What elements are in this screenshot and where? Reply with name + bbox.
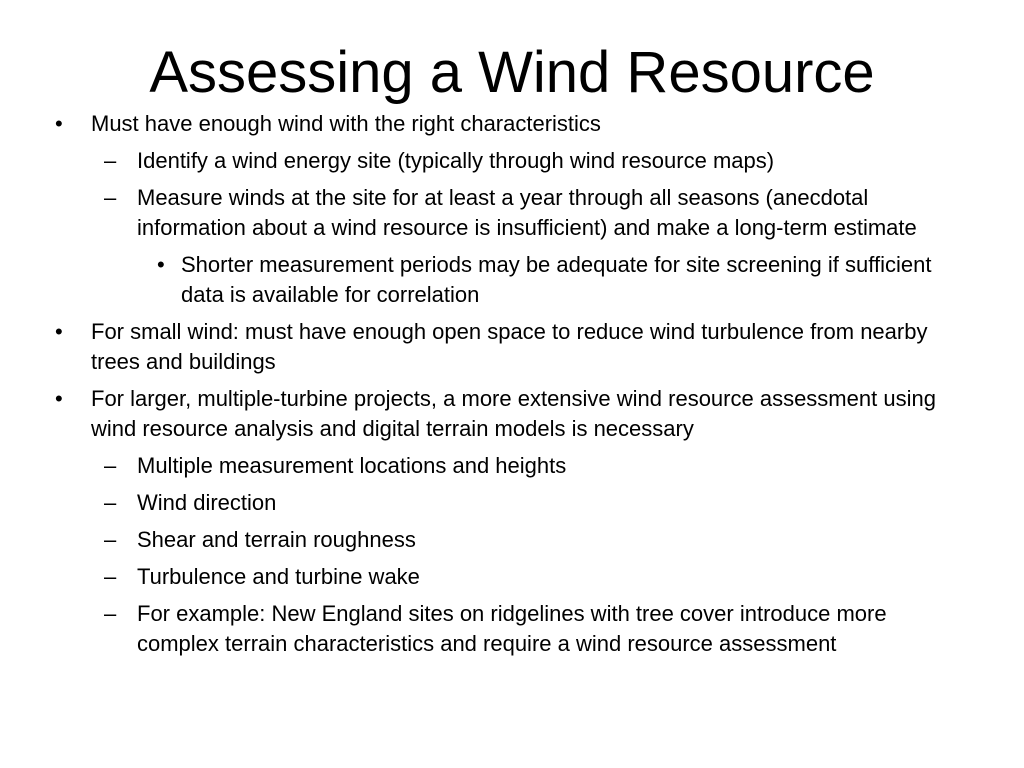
sub-bullet-text: Multiple measurement locations and heights bbox=[137, 453, 567, 478]
bullet-text: For larger, multiple-turbine projects, a more extensive wind resource assessment using wind resource analysis and digital terrain models is necessary bbox=[91, 386, 936, 441]
bullet-item bbox=[0, 317, 961, 377]
bullet-item bbox=[0, 109, 961, 139]
sub-bullet-text: Wind direction bbox=[137, 490, 277, 515]
bullet-item bbox=[0, 384, 961, 444]
bullet-marker: • bbox=[55, 111, 63, 136]
bullet-text: Must have enough wind with the right characteristics bbox=[91, 111, 601, 136]
sub-bullet-text: For example: New England sites on ridgelines with tree cover introduce more complex terrain characteristics and require a wind resource assessment bbox=[137, 601, 887, 656]
sub-bullet-item bbox=[0, 562, 957, 592]
slide-title: Assessing a Wind Resource bbox=[149, 40, 875, 105]
sub-bullet-item bbox=[0, 599, 957, 659]
sub-bullet-text: Turbulence and turbine wake bbox=[137, 564, 420, 589]
sub-sub-bullet-item bbox=[0, 250, 961, 310]
bullet-text: For small wind: must have enough open space to reduce wind turbulence from nearby trees and buildings bbox=[91, 319, 928, 374]
bullet-marker: • bbox=[55, 386, 63, 411]
bullet-list bbox=[0, 109, 1024, 659]
sub-bullet-text: Identify a wind energy site (typically through wind resource maps) bbox=[137, 148, 775, 173]
sub-bullet-item bbox=[0, 525, 957, 555]
sub-bullet-item bbox=[0, 183, 957, 243]
bullet-marker: • bbox=[157, 252, 165, 277]
sub-bullet-item bbox=[0, 146, 957, 176]
dash-marker: – bbox=[104, 185, 117, 210]
bullet-marker: • bbox=[55, 319, 63, 344]
dash-marker: – bbox=[104, 148, 117, 173]
dash-marker: – bbox=[104, 490, 117, 515]
dash-marker: – bbox=[104, 453, 117, 478]
sub-bullet-item bbox=[0, 488, 957, 518]
sub-bullet-text: Shear and terrain roughness bbox=[137, 527, 416, 552]
dash-marker: – bbox=[104, 564, 117, 589]
sub-sub-bullet-text: Shorter measurement periods may be adequate for site screening if sufficient data is available for correlation bbox=[181, 252, 932, 307]
dash-marker: – bbox=[104, 601, 117, 626]
dash-marker: – bbox=[104, 527, 117, 552]
sub-bullet-text: Measure winds at the site for at least a year through all seasons (anecdotal information about a wind resource is insufficient) and make a long-term estimate bbox=[137, 185, 917, 240]
sub-bullet-item bbox=[0, 451, 957, 481]
